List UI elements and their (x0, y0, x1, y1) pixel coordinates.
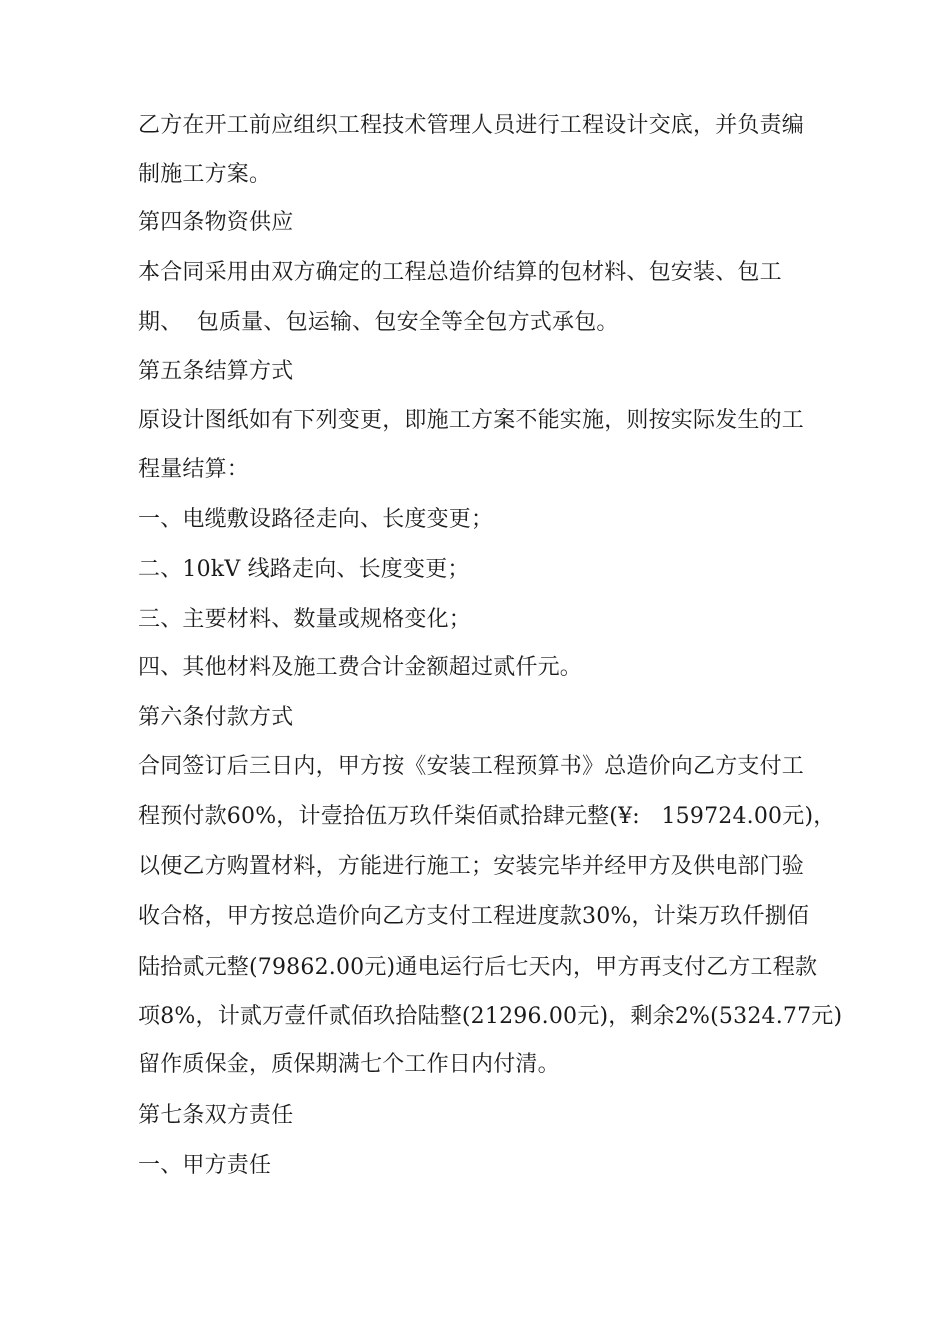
list-item: 一、电缆敷设路径走向、长度变更； (138, 507, 494, 532)
list-item: 三、主要材料、数量或规格变化； (138, 607, 472, 632)
paragraph-line: 合同签订后三日内，甲方按《安装工程预算书》总造价向乙方支付工 (138, 754, 805, 779)
paragraph-line: 收合格，甲方按总造价向乙方支付工程进度款30%，计柒万玖仟捌佰 (138, 904, 810, 929)
paragraph-line: 乙方在开工前应组织工程技术管理人员进行工程设计交底，并负责编 (138, 113, 805, 138)
paragraph-line: 程量结算： (138, 457, 250, 482)
paragraph-line: 项8%，计贰万壹仟贰佰玖拾陆整(21296.00元)，剩余2%(5324.77元) (138, 1004, 843, 1029)
section-heading: 第六条付款方式 (138, 705, 294, 730)
paragraph-line: 留作质保金，质保期满七个工作日内付清。 (138, 1052, 560, 1077)
subsection-heading: 一、甲方责任 (138, 1153, 272, 1178)
list-item: 四、其他材料及施工费合计金额超过贰仟元。 (138, 655, 583, 680)
paragraph-line: 陆拾贰元整(79862.00元)通电运行后七天内，甲方再支付乙方工程款 (138, 955, 818, 980)
paragraph-line: 期、 包质量、包运输、包安全等全包方式承包。 (138, 310, 619, 335)
section-heading: 第七条双方责任 (138, 1103, 294, 1128)
paragraph-line: 本合同采用由双方确定的工程总造价结算的包材料、包安装、包工 (138, 260, 782, 285)
section-heading: 第五条结算方式 (138, 359, 294, 384)
paragraph-line: 原设计图纸如有下列变更，即施工方案不能实施，则按实际发生的工 (138, 408, 805, 433)
paragraph-line: 以便乙方购置材料，方能进行施工；安装完毕并经甲方及供电部门验 (138, 854, 805, 879)
paragraph-line: 制施工方案。 (138, 162, 272, 187)
section-heading: 第四条物资供应 (138, 210, 294, 235)
list-item: 二、10kV 线路走向、长度变更； (138, 557, 470, 582)
paragraph-line: 程预付款60%，计壹拾伍万玖仟柒佰贰拾肆元整(¥: 159724.00元)， (138, 804, 836, 829)
